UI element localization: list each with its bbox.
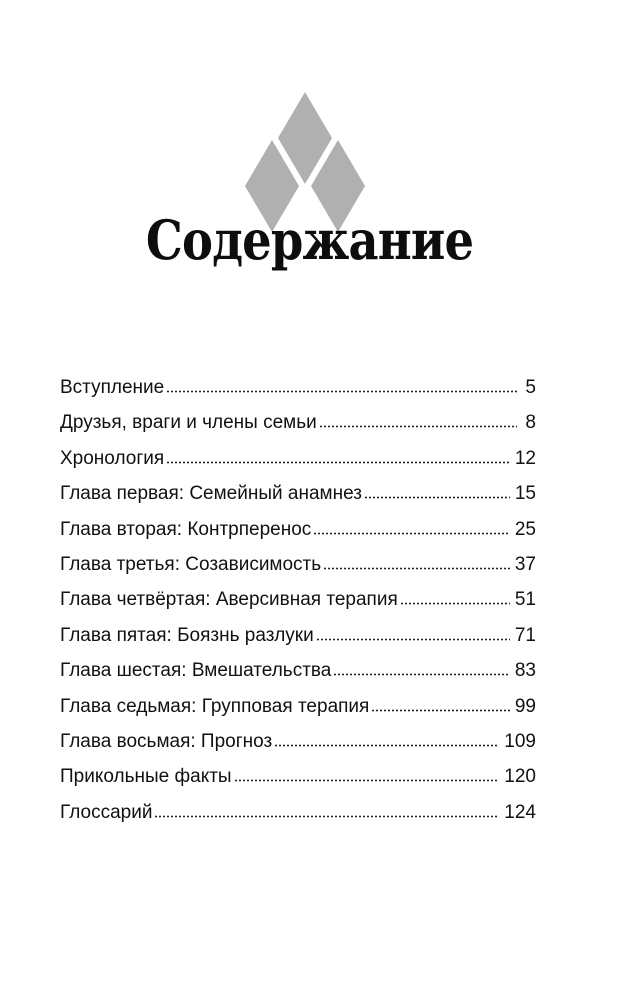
toc-entry[interactable] <box>60 724 536 759</box>
table-of-contents <box>60 370 536 830</box>
toc-entry[interactable] <box>60 512 536 547</box>
dot-leader <box>274 729 499 747</box>
dot-leader <box>400 587 510 605</box>
toc-entry-label: Глава четвёртая: Аверсивная терапия <box>60 589 398 611</box>
toc-entry-page: 15 <box>514 483 536 505</box>
toc-entry-page: 37 <box>514 553 536 575</box>
toc-entry-label: Глава третья: Созависимость <box>60 553 322 575</box>
toc-entry-label: Прикольные факты <box>60 766 232 788</box>
toc-entry-page: 83 <box>514 660 536 682</box>
dot-leader <box>323 552 510 570</box>
toc-entry[interactable] <box>60 759 536 794</box>
toc-entry[interactable] <box>60 405 536 440</box>
toc-entry-label: Глава первая: Семейный анамнез <box>60 483 362 505</box>
dot-leader <box>166 375 517 393</box>
toc-entry-page: 99 <box>514 695 536 717</box>
toc-entry[interactable] <box>60 618 536 653</box>
page-title: Содержание <box>145 208 474 272</box>
toc-entry-label: Вступление <box>60 377 165 398</box>
toc-entry-page: 25 <box>514 518 536 540</box>
dot-leader <box>234 764 500 782</box>
toc-entry-page: 51 <box>514 589 536 611</box>
toc-entry[interactable] <box>60 441 536 476</box>
toc-entry-page: 71 <box>514 624 536 646</box>
toc-entry[interactable] <box>60 582 536 617</box>
dot-leader <box>319 410 517 428</box>
toc-entry[interactable] <box>60 476 536 511</box>
toc-entry[interactable] <box>60 795 536 830</box>
toc-entry-label: Глава пятая: Боязнь разлуки <box>60 624 314 646</box>
toc-entry-label: Глава восьмая: Прогноз <box>60 730 273 752</box>
dot-leader <box>371 694 510 712</box>
toc-entry-label: Друзья, враги и члены семьи <box>60 412 317 434</box>
toc-entry-page: 124 <box>504 801 536 823</box>
toc-entry[interactable] <box>60 689 536 724</box>
toc-entry[interactable] <box>60 547 536 582</box>
toc-entry-page: 8 <box>525 412 536 434</box>
toc-entry[interactable] <box>60 653 536 688</box>
toc-entry-label: Глава седьмая: Групповая терапия <box>60 695 370 717</box>
toc-entry-page: 12 <box>514 447 536 469</box>
toc-entry-page: 5 <box>525 377 536 398</box>
dot-leader <box>166 446 510 464</box>
dot-leader <box>313 517 510 535</box>
dot-leader <box>154 800 499 818</box>
toc-entry-page: 109 <box>504 730 536 752</box>
toc-entry-page: 120 <box>504 766 536 788</box>
toc-entry-label: Хронология <box>60 447 165 469</box>
dot-leader <box>364 481 510 499</box>
toc-entry-label: Глоссарий <box>60 801 153 823</box>
dot-leader <box>333 658 510 676</box>
toc-entry-label: Глава вторая: Контрперенос <box>60 518 312 540</box>
toc-entry[interactable] <box>60 370 536 405</box>
dot-leader <box>316 623 510 641</box>
toc-entry-label: Глава шестая: Вмешательства <box>60 660 332 682</box>
